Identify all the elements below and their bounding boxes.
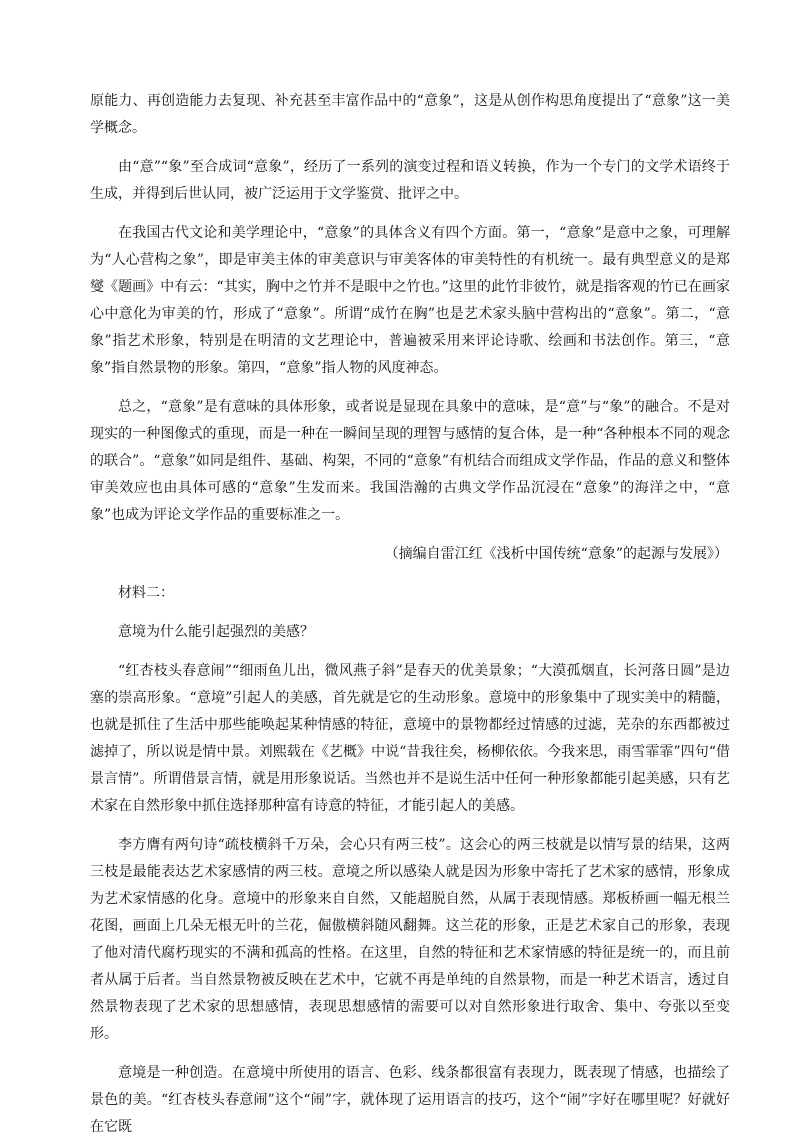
- paragraph-yixiang-summary: 总之，“意象”是有意味的具体形象，或者说是显现在具象中的意味，是“意”与“象”的融合。不是对现实的一种图像式的重现，而是一种在一瞬间呈现的理智与感情的复合体，是一种“各种根本不同的观念的联合”。“意象”如同是组件、基础、构架，不同的“意象”有机结合而组成文学作品，作品的意义和整体审美效应也由具体可感的“意象”生发而来。我国浩瀚的古典文学作品沉浸在“意象”的海洋之中，“意象”也成为评论文学作品的重要标准之一。: [90, 399, 730, 523]
- section-question: 意境为什么能引起强烈的美感？: [118, 624, 314, 640]
- material-two-heading: 材料二：: [118, 585, 174, 601]
- paragraph-yijing-creation: 意境是一种创造。在意境中所使用的语言、色彩、线条都很富有表现力，既表现了情感，也描绘了景色的美。“红杏枝头春意闹”这个“闹”字，就体现了运用语言的技巧，这个“闹”字好在哪里呢？好就好在它既: [90, 1065, 730, 1135]
- paragraph-yixiang-origin: 由“意”“象”至合成词“意象”，经历了一系列的演变过程和语义转换，作为一个专门的文学术语终于生成，并得到后世认同，被广泛运用于文学鉴赏、批评之中。: [90, 159, 730, 202]
- source-citation: （摘编自雷江红《浅析中国传统“意象”的起源与发展》）: [384, 546, 728, 562]
- paragraph-continuation: 原能力、再创造能力去复现、补充甚至丰富作品中的“意象”，这是从创作构思角度提出了“意象”这一美学概念。: [90, 93, 730, 136]
- paragraph-yijing-emotion: 李方膺有两句诗“疏枝横斜千万朵，会心只有两三枝”。这会心的两三枝就是以情写景的结果，这两三枝是最能表达艺术家感情的两三枝。意境之所以感染人就是因为形象中寄托了艺术家的感情，形象成为艺术家情感的化身。意境中的形象来自自然，又能超脱自然，从属于表现情感。郑板桥画一幅无根兰花图，画面上几朵无根无叶的兰花，倔傲横斜随风翻舞。这兰花的形象，正是艺术家自己的形象，表现了他对清代腐朽现实的不满和孤高的性格。在这里，自然的特征和艺术家情感的特征是统一的，而且前者从属于后者。当自然景物被反映在艺术中，它就不再是单纯的自然景物，而是一种艺术语言，透过自然景物表现了艺术家的思想感情，表现思想感情的需要可以对自然形象进行取舍、集中、夸张以至变形。: [90, 837, 730, 1042]
- paragraph-yijing-image: “红杏枝头春意闹”“细雨鱼儿出，微风燕子斜”是春天的优美景象；“大漠孤烟直，长河落日圆”是边塞的崇高形象。“意境”引起人的美感，首先就是它的生动形象。意境中的形象集中了现实美中的精髓，也就是抓住了生活中那些能唤起某种情感的特征，意境中的景物都经过情感的过滤，芜杂的东西都被过滤掉了，所以说是情中景。刘熙载在《艺概》中说“昔我往矣，杨柳依依。今我来思，雨雪霏霏”四句“借景言情”。所谓借景言情，就是用形象说话。当然也并不是说生活中任何一种形象都能引起美感，只有艺术家在自然形象中抓住选择那种富有诗意的特征，才能引起人的美感。: [90, 663, 730, 814]
- paragraph-yixiang-meanings: 在我国古代文论和美学理论中，“意象”的具体含义有四个方面。第一，“意象”是意中之象，可理解为“人心营构之象”，即是审美主体的审美意识与审美客体的审美特性的有机统一。最有典型意义的是郑燮《题画》中有云：“其实，胸中之竹并不是眼中之竹也。”这里的此竹非彼竹，就是指客观的竹已在画家心中意化为审美的竹，形成了“意象”。所谓“成竹在胸”也是艺术家头脑中营构出的“意象”。第二，“意象”指艺术形象，特别是在明清的文艺理论中，普遍被采用来评论诗歌、绘画和书法创作。第三，“意象”指自然景物的形象。第四，“意象”指人物的风度神态。: [90, 225, 730, 376]
- document-page: [90, 88, 730, 1141]
